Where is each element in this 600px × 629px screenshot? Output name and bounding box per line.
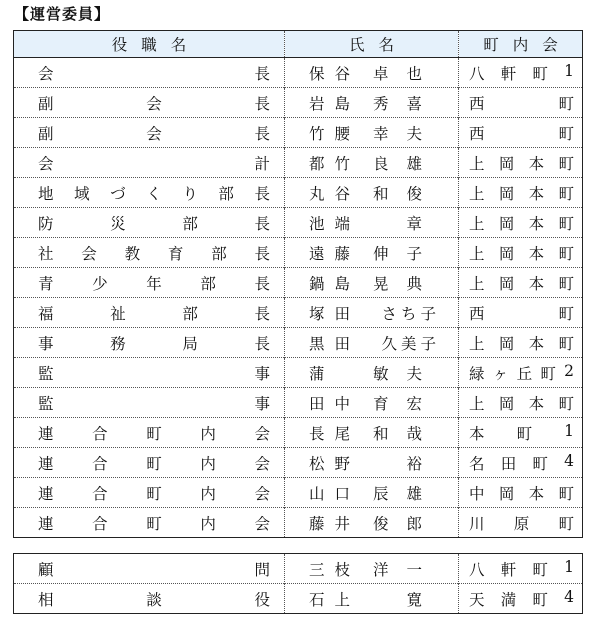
member-role-cell	[14, 358, 285, 388]
member-town-cell	[459, 238, 583, 268]
role-text: 会 長	[38, 64, 270, 83]
name-text: 黒田 久美子	[309, 334, 440, 353]
header-name: 氏名	[285, 31, 459, 58]
member-row	[14, 358, 583, 388]
advisor-town-cell	[459, 554, 583, 584]
role-text: 地 域 づ く り 部 長	[38, 184, 270, 203]
member-name-cell	[285, 298, 459, 328]
member-row	[14, 238, 583, 268]
name-text: 田中 育宏	[309, 394, 440, 413]
member-role-cell	[14, 178, 285, 208]
member-role-cell	[14, 118, 285, 148]
member-town-cell	[459, 328, 583, 358]
member-name-cell	[285, 268, 459, 298]
member-row	[14, 58, 583, 88]
name-text: 蒲 敏夫	[309, 364, 440, 383]
member-town-cell	[459, 148, 583, 178]
name-text: 山口 辰雄	[309, 484, 440, 503]
name-text: 竹腰 幸夫	[309, 124, 440, 143]
advisor-name-cell	[285, 554, 459, 584]
role-text: 相 談 役	[38, 590, 270, 609]
role-text: 事 務 局 長	[38, 334, 270, 353]
table-header-row	[14, 31, 583, 58]
section-title: 【運営委員】	[14, 5, 111, 23]
member-name-cell	[285, 358, 459, 388]
member-name-cell	[285, 448, 459, 478]
town-text: 上 岡 本 町	[469, 244, 574, 263]
town-text: 上 岡 本 町	[469, 184, 574, 203]
town-text: 中 岡 本 町	[469, 484, 574, 503]
advisor-row	[14, 554, 583, 584]
header-town: 町内会	[459, 31, 583, 58]
member-name-cell	[285, 238, 459, 268]
role-text: 連 合 町 内 会	[38, 424, 270, 443]
member-town-cell	[459, 58, 583, 88]
member-role-cell	[14, 388, 285, 418]
member-row	[14, 148, 583, 178]
name-text: 遠藤 伸子	[309, 244, 440, 263]
member-row	[14, 298, 583, 328]
member-name-cell	[285, 58, 459, 88]
member-role-cell	[14, 448, 285, 478]
role-text: 会 計	[38, 154, 270, 173]
advisors-table	[13, 553, 583, 614]
member-row	[14, 508, 583, 538]
member-row	[14, 268, 583, 298]
advisor-role-cell	[14, 554, 285, 584]
advisor-row	[14, 584, 583, 614]
name-text: 保谷 卓也	[309, 64, 440, 83]
role-text: 連 合 町 内 会	[38, 454, 270, 473]
member-name-cell	[285, 388, 459, 418]
member-role-cell	[14, 328, 285, 358]
member-town-cell	[459, 178, 583, 208]
role-text: 副 会 長	[38, 124, 270, 143]
town-text: 上 岡 本 町	[469, 214, 574, 233]
member-name-cell	[285, 118, 459, 148]
member-town-cell	[459, 358, 583, 388]
role-text: 顧 問	[38, 560, 270, 579]
role-text: 福 祉 部 長	[38, 304, 270, 323]
member-row	[14, 478, 583, 508]
member-row	[14, 388, 583, 418]
member-name-cell	[285, 478, 459, 508]
member-town-cell	[459, 508, 583, 538]
role-text: 連 合 町 内 会	[38, 514, 270, 533]
name-text: 岩島 秀喜	[309, 94, 440, 113]
advisor-name-cell	[285, 584, 459, 614]
member-row	[14, 328, 583, 358]
name-text: 三枝 洋一	[309, 560, 440, 579]
name-text: 池端 章	[309, 214, 440, 233]
town-text: 本 町 1	[469, 421, 574, 443]
name-text: 長尾 和哉	[309, 424, 440, 443]
member-role-cell	[14, 58, 285, 88]
name-text: 塚田 さち子	[309, 304, 440, 323]
member-town-cell	[459, 118, 583, 148]
member-name-cell	[285, 208, 459, 238]
member-row	[14, 118, 583, 148]
role-text: 副 会 長	[38, 94, 270, 113]
name-text: 松野 裕	[309, 454, 440, 473]
member-town-cell	[459, 88, 583, 118]
member-row	[14, 208, 583, 238]
name-text: 都竹 良雄	[309, 154, 440, 173]
member-role-cell	[14, 268, 285, 298]
advisor-role-cell	[14, 584, 285, 614]
town-text: 天 満 町 4	[469, 587, 574, 609]
town-text: 川 原 町	[469, 514, 574, 533]
member-name-cell	[285, 418, 459, 448]
member-row	[14, 178, 583, 208]
header-role: 役職名	[14, 31, 285, 58]
town-text: 名 田 町 4	[469, 451, 574, 473]
town-text: 上 岡 本 町	[469, 334, 574, 353]
advisor-town-cell	[459, 584, 583, 614]
role-text: 社 会 教 育 部 長	[38, 244, 270, 263]
member-town-cell	[459, 208, 583, 238]
town-text: 八 軒 町 1	[469, 61, 574, 83]
role-text: 監 事	[38, 394, 270, 413]
member-town-cell	[459, 388, 583, 418]
town-text: 上 岡 本 町	[469, 394, 574, 413]
name-text: 藤井 俊郎	[309, 514, 440, 533]
member-town-cell	[459, 268, 583, 298]
member-role-cell	[14, 148, 285, 178]
town-text: 西 町	[469, 124, 574, 143]
town-text: 西 町	[469, 304, 574, 323]
name-text: 石上 寛	[309, 590, 440, 609]
committee-table	[13, 30, 583, 538]
role-text: 青 少 年 部 長	[38, 274, 270, 293]
member-role-cell	[14, 478, 285, 508]
name-text: 丸谷 和俊	[309, 184, 440, 203]
role-text: 連 合 町 内 会	[38, 484, 270, 503]
member-role-cell	[14, 508, 285, 538]
member-role-cell	[14, 208, 285, 238]
role-text: 監 事	[38, 364, 270, 383]
member-row	[14, 448, 583, 478]
member-row	[14, 88, 583, 118]
town-text: 緑 ヶ 丘 町 2	[469, 361, 574, 383]
town-text: 上 岡 本 町	[469, 274, 574, 293]
member-town-cell	[459, 418, 583, 448]
member-town-cell	[459, 478, 583, 508]
member-role-cell	[14, 418, 285, 448]
member-town-cell	[459, 298, 583, 328]
member-role-cell	[14, 88, 285, 118]
town-text: 西 町	[469, 94, 574, 113]
member-role-cell	[14, 298, 285, 328]
member-role-cell	[14, 238, 285, 268]
town-text: 上 岡 本 町	[469, 154, 574, 173]
role-text: 防 災 部 長	[38, 214, 270, 233]
town-text: 八 軒 町 1	[469, 557, 574, 579]
member-row	[14, 418, 583, 448]
member-name-cell	[285, 88, 459, 118]
member-name-cell	[285, 178, 459, 208]
name-text: 鍋島 晃典	[309, 274, 440, 293]
member-town-cell	[459, 448, 583, 478]
member-name-cell	[285, 508, 459, 538]
member-name-cell	[285, 148, 459, 178]
member-name-cell	[285, 328, 459, 358]
